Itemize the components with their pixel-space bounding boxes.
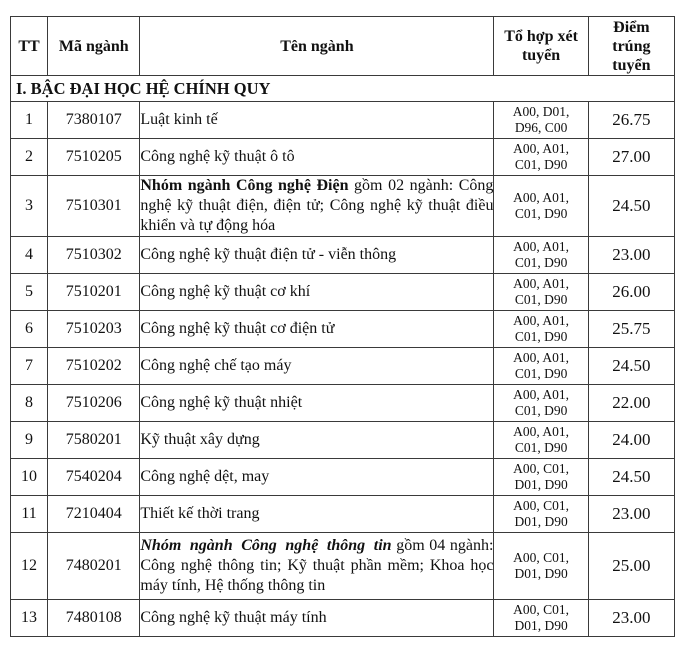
combo-line2: C01, D90 — [514, 206, 568, 221]
cell-score: 24.50 — [588, 459, 674, 496]
group-name-description: gồm 04 ngành: Công nghệ thông tin; Kỹ thuật phần mềm; Khoa học máy tính, Hệ thống thông tin — [140, 537, 494, 594]
combo-line2: D01, D90 — [514, 618, 568, 633]
combo-line2: D01, D90 — [514, 514, 568, 529]
cell-score: 23.00 — [588, 237, 674, 274]
cell-name: Luật kinh tế — [140, 102, 494, 139]
table-row — [11, 102, 675, 139]
cell-score: 23.00 — [588, 496, 674, 533]
header-tt: TT — [11, 17, 48, 76]
cell-score: 26.75 — [588, 102, 674, 139]
cell-score: 24.50 — [588, 348, 674, 385]
cell-code: 7510201 — [48, 274, 140, 311]
combo-line2: C01, D90 — [514, 440, 568, 455]
header-combo-line2: tuyển — [521, 47, 561, 64]
cell-combo — [494, 274, 588, 311]
cell-name: Công nghệ dệt, may — [140, 459, 494, 496]
cell-name: Công nghệ chế tạo máy — [140, 348, 494, 385]
combo-line1: A00, A01, — [513, 424, 570, 439]
combo-line2: D01, D90 — [514, 566, 568, 581]
table-row — [11, 139, 675, 176]
combo-line2: D01, D90 — [514, 477, 568, 492]
cell-tt: 2 — [11, 139, 48, 176]
combo-line1: A00, A01, — [513, 313, 570, 328]
combo-line1: A00, C01, — [513, 461, 570, 476]
combo-line1: A00, C01, — [513, 602, 570, 617]
section-title: I. BẬC ĐẠI HỌC HỆ CHÍNH QUY — [11, 76, 675, 102]
cell-name: Công nghệ kỹ thuật cơ điện tử — [140, 311, 494, 348]
cell-code: 7510302 — [48, 237, 140, 274]
header-name: Tên ngành — [140, 17, 494, 76]
combo-line1: A00, C01, — [513, 550, 570, 565]
cell-tt: 6 — [11, 311, 48, 348]
combo-line1: A00, A01, — [513, 387, 570, 402]
cell-name: Thiết kế thời trang — [140, 496, 494, 533]
cell-code: 7510202 — [48, 348, 140, 385]
cell-score: 24.50 — [588, 176, 674, 237]
cell-score: 22.00 — [588, 385, 674, 422]
cell-code: 7210404 — [48, 496, 140, 533]
cell-score: 25.75 — [588, 311, 674, 348]
cell-name: Công nghệ kỹ thuật máy tính — [140, 600, 494, 637]
combo-line1: A00, D01, — [512, 104, 570, 119]
combo-line2: D96, C00 — [514, 120, 568, 135]
group-name-emphasis: Nhóm ngành Công nghệ Điện — [140, 177, 349, 194]
combo-line2: C01, D90 — [514, 366, 568, 381]
cell-code: 7580201 — [48, 422, 140, 459]
cell-combo — [494, 176, 588, 237]
header-score — [588, 17, 674, 76]
cell-name — [140, 176, 494, 237]
group-name-emphasis: Nhóm ngành Công nghệ thông tin — [140, 537, 392, 554]
group-name-description: gồm 02 ngành: Công nghệ kỹ thuật điện, điện tử; Công nghệ kỹ thuật điều khiển và tự động hóa — [140, 177, 494, 234]
cell-name: Công nghệ kỹ thuật nhiệt — [140, 385, 494, 422]
cell-score: 25.00 — [588, 533, 674, 600]
cell-name: Công nghệ kỹ thuật cơ khí — [140, 274, 494, 311]
table-row — [11, 459, 675, 496]
cell-tt: 13 — [11, 600, 48, 637]
cell-combo — [494, 237, 588, 274]
combo-line1: A00, A01, — [513, 141, 570, 156]
table-row — [11, 176, 675, 237]
header-score-line2: trúng — [612, 37, 651, 55]
cell-code: 7540204 — [48, 459, 140, 496]
table-row — [11, 348, 675, 385]
cell-combo — [494, 422, 588, 459]
cell-code: 7510205 — [48, 139, 140, 176]
cell-name: Công nghệ kỹ thuật ô tô — [140, 139, 494, 176]
cell-tt: 4 — [11, 237, 48, 274]
cell-code: 7510206 — [48, 385, 140, 422]
cell-tt: 10 — [11, 459, 48, 496]
cell-code: 7380107 — [48, 102, 140, 139]
cell-combo — [494, 311, 588, 348]
cell-combo — [494, 600, 588, 637]
cell-combo — [494, 533, 588, 600]
table-row — [11, 237, 675, 274]
table-row — [11, 274, 675, 311]
table-row — [11, 311, 675, 348]
cell-tt: 11 — [11, 496, 48, 533]
cell-code: 7510203 — [48, 311, 140, 348]
section-row — [11, 76, 675, 102]
cell-combo — [494, 139, 588, 176]
cell-combo — [494, 348, 588, 385]
cell-code: 7480201 — [48, 533, 140, 600]
header-score-line1: Điểm — [613, 18, 650, 36]
cell-score: 23.00 — [588, 600, 674, 637]
combo-line1: A00, A01, — [513, 350, 570, 365]
combo-line1: A00, C01, — [513, 498, 570, 513]
cell-tt: 3 — [11, 176, 48, 237]
combo-line1: A00, A01, — [513, 239, 570, 254]
combo-line2: C01, D90 — [514, 403, 568, 418]
table-header-row — [11, 17, 675, 76]
cell-tt: 9 — [11, 422, 48, 459]
cell-combo — [494, 102, 588, 139]
cell-name: Công nghệ kỹ thuật điện tử - viễn thông — [140, 237, 494, 274]
cell-tt: 5 — [11, 274, 48, 311]
cell-code: 7510301 — [48, 176, 140, 237]
table-row — [11, 385, 675, 422]
table-row — [11, 496, 675, 533]
header-combo-line1: Tổ hợp xét — [504, 28, 578, 45]
cell-score: 26.00 — [588, 274, 674, 311]
header-code: Mã ngành — [48, 17, 140, 76]
cell-name — [140, 533, 494, 600]
combo-line1: A00, A01, — [513, 190, 570, 205]
combo-line2: C01, D90 — [514, 292, 568, 307]
cell-tt: 12 — [11, 533, 48, 600]
cell-score: 24.00 — [588, 422, 674, 459]
cell-tt: 1 — [11, 102, 48, 139]
cell-name: Kỹ thuật xây dựng — [140, 422, 494, 459]
cell-combo — [494, 496, 588, 533]
cell-code: 7480108 — [48, 600, 140, 637]
cell-combo — [494, 459, 588, 496]
table-row — [11, 600, 675, 637]
cell-tt: 8 — [11, 385, 48, 422]
cell-tt: 7 — [11, 348, 48, 385]
table-row — [11, 422, 675, 459]
cell-score: 27.00 — [588, 139, 674, 176]
combo-line1: A00, A01, — [513, 276, 570, 291]
combo-line2: C01, D90 — [514, 157, 568, 172]
header-combo — [494, 17, 588, 76]
header-score-line3: tuyển — [612, 56, 651, 74]
combo-line2: C01, D90 — [514, 255, 568, 270]
cell-combo — [494, 385, 588, 422]
combo-line2: C01, D90 — [514, 329, 568, 344]
table-row — [11, 533, 675, 600]
admission-score-table — [10, 16, 675, 637]
